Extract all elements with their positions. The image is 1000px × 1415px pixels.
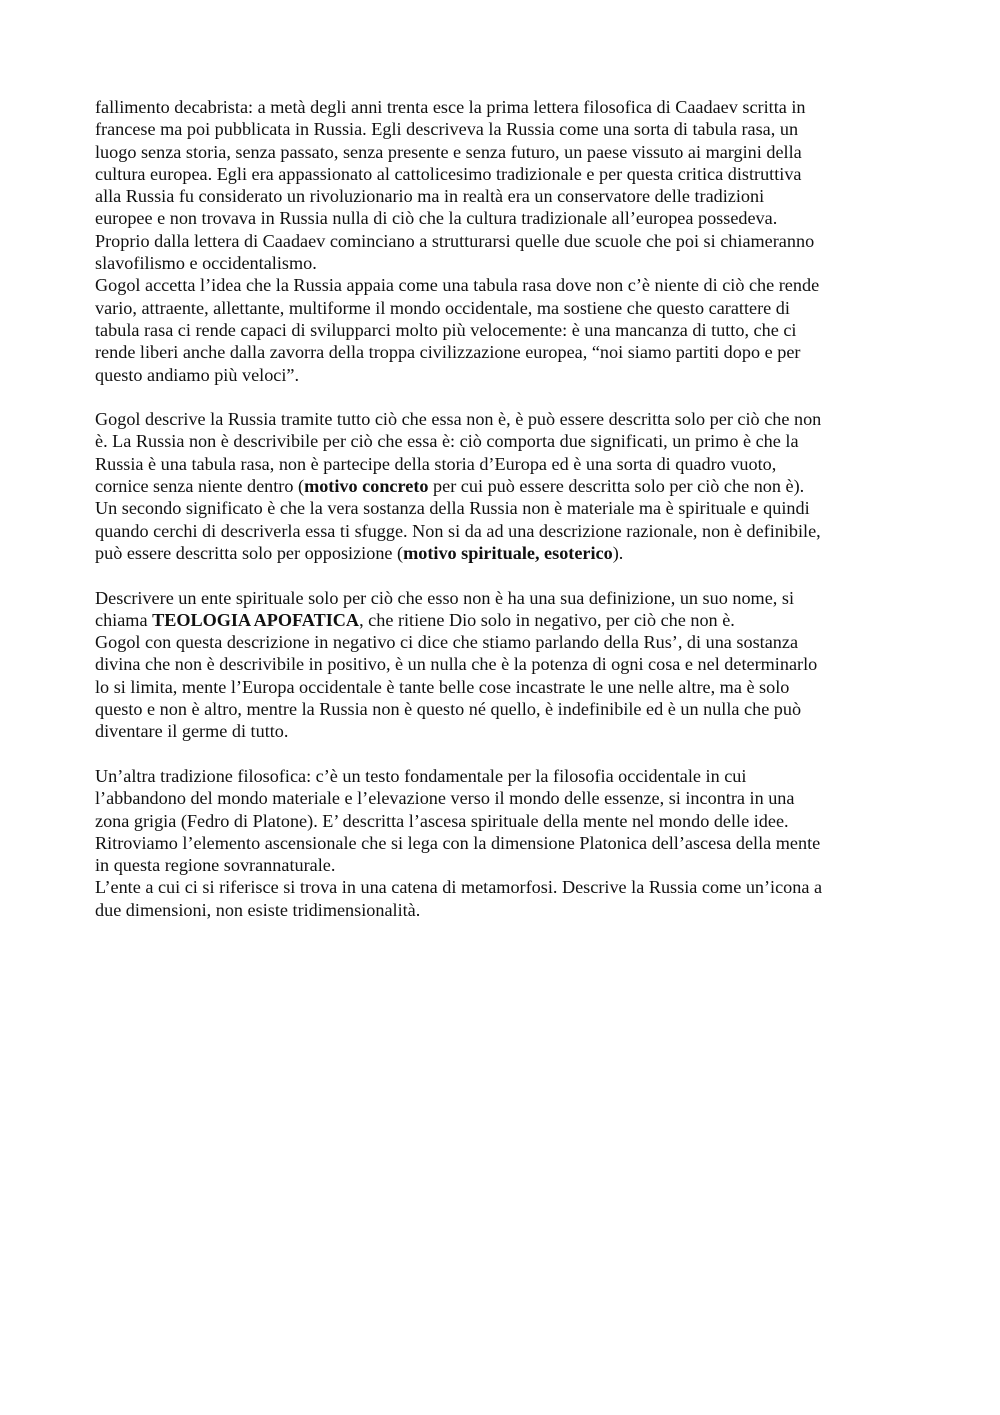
paragraph-caadaev bbox=[95, 96, 910, 386]
text-line: Descrivere un ente spirituale solo per ciò che esso non è ha una sua definizione, un suo nome, si bbox=[95, 587, 795, 608]
text-line: vario, attraente, allettante, multiforme il mondo occidentale, ma sostiene che questo carattere di bbox=[95, 297, 790, 318]
text-line: alla Russia fu considerato un rivoluzionario ma in realtà era un conservatore delle tradizioni bbox=[95, 186, 765, 207]
text-line: Gogol con questa descrizione in negativo ci dice che stiamo parlando della Rus’, di una sostanza bbox=[95, 632, 799, 653]
text-line: divina che non è descrivibile in positivo, è un nulla che è la potenza di ogni cosa e nel determinarlo bbox=[95, 654, 818, 675]
text-line bbox=[95, 475, 910, 497]
text-line bbox=[95, 542, 910, 564]
text-line: Un secondo significato è che la vera sostanza della Russia non è materiale ma è spirituale e quindi bbox=[95, 498, 810, 519]
text-line: in questa regione sovrannaturale. bbox=[95, 855, 336, 876]
text-line: è. La Russia non è descrivibile per ciò che essa è: ciò comporta due significati, un primo è che la bbox=[95, 431, 799, 452]
text-line: rende liberi anche dalla zavorra della troppa civilizzazione europea, “noi siamo partiti dopo e per bbox=[95, 342, 801, 363]
paragraph-tradizione-filosofica bbox=[95, 765, 910, 921]
text-line: L’ente a cui ci si riferisce si trova in una catena di metamorfosi. Descrive la Russia come un’icona a bbox=[95, 877, 823, 898]
bold-term-motivo-concreto: motivo concreto bbox=[304, 476, 429, 497]
text-line: slavofilismo e occidentalismo. bbox=[95, 253, 317, 274]
text-line: Proprio dalla lettera di Caadaev cominciano a strutturarsi quelle due scuole che poi si chiameranno bbox=[95, 230, 815, 251]
text-line: due dimensioni, non esiste tridimensionalità. bbox=[95, 899, 421, 920]
text-segment: può essere descritta solo per opposizione ( bbox=[95, 542, 404, 563]
text-line: Russia è una tabula rasa, non è partecipe della storia d’Europa ed è una sorta di quadro vuoto, bbox=[95, 453, 777, 474]
text-line: Ritroviamo l’elemento ascensionale che si lega con la dimensione Platonica dell’ascesa della mente bbox=[95, 832, 821, 853]
text-line: questo andiamo più veloci”. bbox=[95, 364, 300, 385]
paragraph-teologia-apofatica bbox=[95, 587, 910, 743]
text-line: luogo senza storia, senza passato, senza presente e senza futuro, un paese vissuto ai margini della bbox=[95, 141, 802, 162]
text-line: questo e non è altro, mentre la Russia non è questo né quello, è indefinibile ed è un nulla che può bbox=[95, 699, 802, 720]
text-segment: per cui può essere descritta solo per ciò che non è). bbox=[428, 476, 805, 497]
text-line: diventare il germe di tutto. bbox=[95, 721, 289, 742]
text-line: tabula rasa ci rende capaci di svilupparci molto più velocemente: è una mancanza di tutto, che ci bbox=[95, 319, 797, 340]
text-line: Gogol descrive la Russia tramite tutto ciò che essa non è, è può essere descritta solo per ciò che non bbox=[95, 409, 822, 430]
text-line: lo si limita, mente l’Europa occidentale è tante belle cose incastrate le une nelle altre, ma è solo bbox=[95, 676, 790, 697]
text-segment: chiama bbox=[95, 609, 153, 630]
text-line: francese ma poi pubblicata in Russia. Egli descriveva la Russia come una sorta di tabula rasa, un bbox=[95, 119, 799, 140]
text-line: fallimento decabrista: a metà degli anni trenta esce la prima lettera filosofica di Caadaev scritta in bbox=[95, 97, 806, 117]
text-segment: , che ritiene Dio solo in negativo, per ciò che non è. bbox=[359, 609, 735, 630]
text-segment: ). bbox=[612, 542, 624, 563]
bold-term-teologia-apofatica: TEOLOGIA APOFATICA bbox=[152, 609, 360, 630]
text-line: quando cerchi di descriverla essa ti sfugge. Non si da ad una descrizione razionale, non è definibile, bbox=[95, 520, 821, 541]
text-line bbox=[95, 609, 910, 631]
document-page bbox=[95, 96, 910, 921]
text-line: zona grigia (Fedro di Platone). E’ descritta l’ascesa spirituale della mente nel mondo delle idee. bbox=[95, 810, 789, 831]
text-segment: cornice senza niente dentro ( bbox=[95, 476, 305, 497]
text-line: Un’altra tradizione filosofica: c’è un testo fondamentale per la filosofia occidentale in cui bbox=[95, 765, 747, 786]
bold-term-motivo-spirituale: motivo spirituale, esoterico bbox=[403, 542, 613, 563]
text-line: cultura europea. Egli era appassionato al cattolicesimo tradizionale e per questa critica distruttiva bbox=[95, 163, 802, 184]
text-line: l’abbandono del mondo materiale e l’elevazione verso il mondo delle essenze, si incontra in una bbox=[95, 788, 795, 809]
paragraph-gogol-description bbox=[95, 408, 910, 564]
text-line: europee e non trovava in Russia nulla di ciò che la cultura tradizionale all’europea possedeva. bbox=[95, 208, 778, 229]
text-line: Gogol accetta l’idea che la Russia appaia come una tabula rasa dove non c’è niente di ciò che rende bbox=[95, 275, 820, 296]
